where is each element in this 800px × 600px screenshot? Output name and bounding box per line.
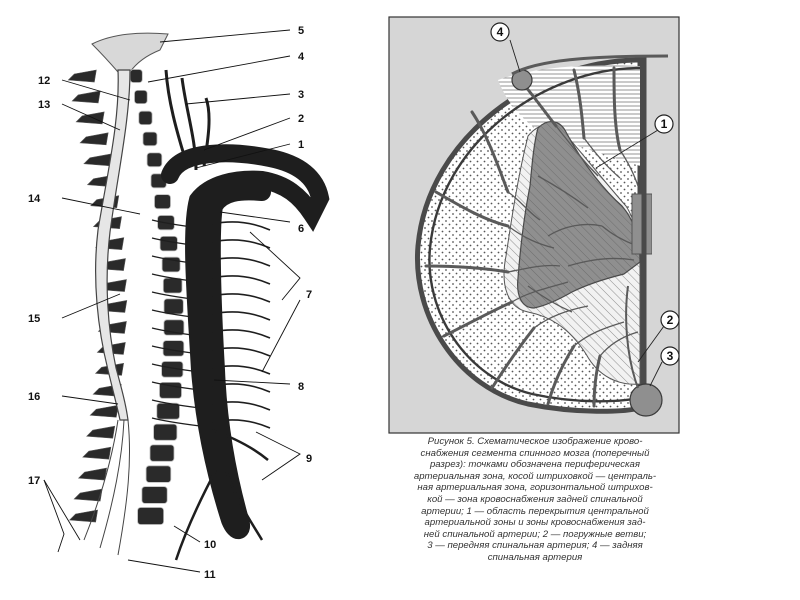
label-7: 7: [306, 289, 313, 301]
marker-3: [661, 347, 679, 365]
svg-text:3: 3: [666, 349, 674, 363]
svg-text:2: 2: [666, 313, 674, 327]
label-4: 4: [298, 51, 305, 63]
label-6: 6: [298, 223, 305, 235]
label-5: 5: [298, 25, 305, 37]
vertebral-body: [163, 341, 184, 357]
label-16: 16: [28, 391, 41, 403]
spinous-process: [79, 468, 107, 480]
spinous-process: [72, 91, 100, 103]
label-2: 2: [298, 113, 305, 125]
vertebral-body: [164, 299, 183, 314]
label-10: 10: [204, 539, 217, 551]
vertebral-body: [147, 153, 162, 167]
caption-line: Рисунок 5. Схематическое изображение крово-: [427, 436, 643, 447]
label-8: 8: [298, 381, 305, 393]
vertebral-body: [130, 70, 142, 83]
marker-2: [661, 311, 679, 329]
vertebral-body: [135, 90, 148, 103]
vertebral-body: [155, 195, 171, 209]
caption-line: кой — зона кровоснабжения задней спинальной: [427, 493, 643, 505]
label-3: 3: [298, 89, 305, 101]
spinous-process: [68, 70, 96, 82]
caption-line: ней спинальной артерии; 2 — погружные ветви;: [423, 528, 647, 540]
label-12: 12: [38, 75, 51, 87]
intercostal-artery: [212, 240, 270, 248]
caption-line: артерии; 1 — область перекрытия центральной: [421, 505, 649, 517]
marker-1: [655, 115, 673, 133]
label-1: 1: [298, 139, 305, 151]
vertebral-body: [138, 508, 164, 525]
label-13: 13: [38, 99, 51, 111]
svg-text:1: 1: [660, 117, 668, 131]
caption-line: разрез): точками обозначена периферическая: [429, 459, 641, 471]
caption-line: спинальная артерия: [487, 551, 583, 563]
caption-line: снабжения сегмента спинного мозга (поперечный: [420, 447, 650, 459]
vertebral-body: [146, 466, 171, 483]
caption-line: артериальная зона, косой штриховкой — централь-: [413, 470, 657, 482]
label-11: 11: [204, 569, 216, 581]
vertebral-body: [160, 236, 177, 251]
anterior-spinal-artery: [630, 384, 662, 416]
spinous-process: [83, 447, 111, 459]
label-14: 14: [28, 193, 41, 205]
label-9: 9: [306, 453, 313, 465]
cauda-equina: [84, 420, 130, 555]
spinous-process: [84, 154, 112, 166]
vertebral-body: [143, 132, 157, 146]
figure-caption: [390, 436, 680, 564]
spinous-process: [90, 405, 118, 417]
spinal-column-illustration: [0, 0, 390, 600]
label-17: 17: [28, 475, 41, 487]
aorta: [170, 153, 320, 530]
vertebral-body: [157, 403, 180, 419]
vertebral-body: [142, 487, 167, 504]
vertebral-body: [150, 445, 174, 461]
spinous-process: [74, 489, 102, 501]
dural-sac-top: [92, 33, 168, 72]
cord-cross-section: [388, 16, 680, 434]
spinous-process: [76, 112, 104, 124]
marker-4: [491, 23, 509, 41]
caption-line: ная артериальная зона, горизонтальной штрихов-: [417, 482, 653, 494]
spinous-process: [87, 426, 115, 438]
label-15: 15: [28, 313, 41, 325]
vertebral-body: [154, 424, 177, 440]
svg-text:4: 4: [496, 25, 504, 39]
caption-line: 3 — передняя спинальная артерия; 4 — задняя: [427, 540, 643, 552]
caption-line: артериальной зоны и зоны кровоснабжения зад-: [424, 517, 646, 529]
vertebral-body: [139, 111, 152, 124]
spinous-process: [80, 133, 108, 145]
vertebral-body: [163, 278, 182, 293]
